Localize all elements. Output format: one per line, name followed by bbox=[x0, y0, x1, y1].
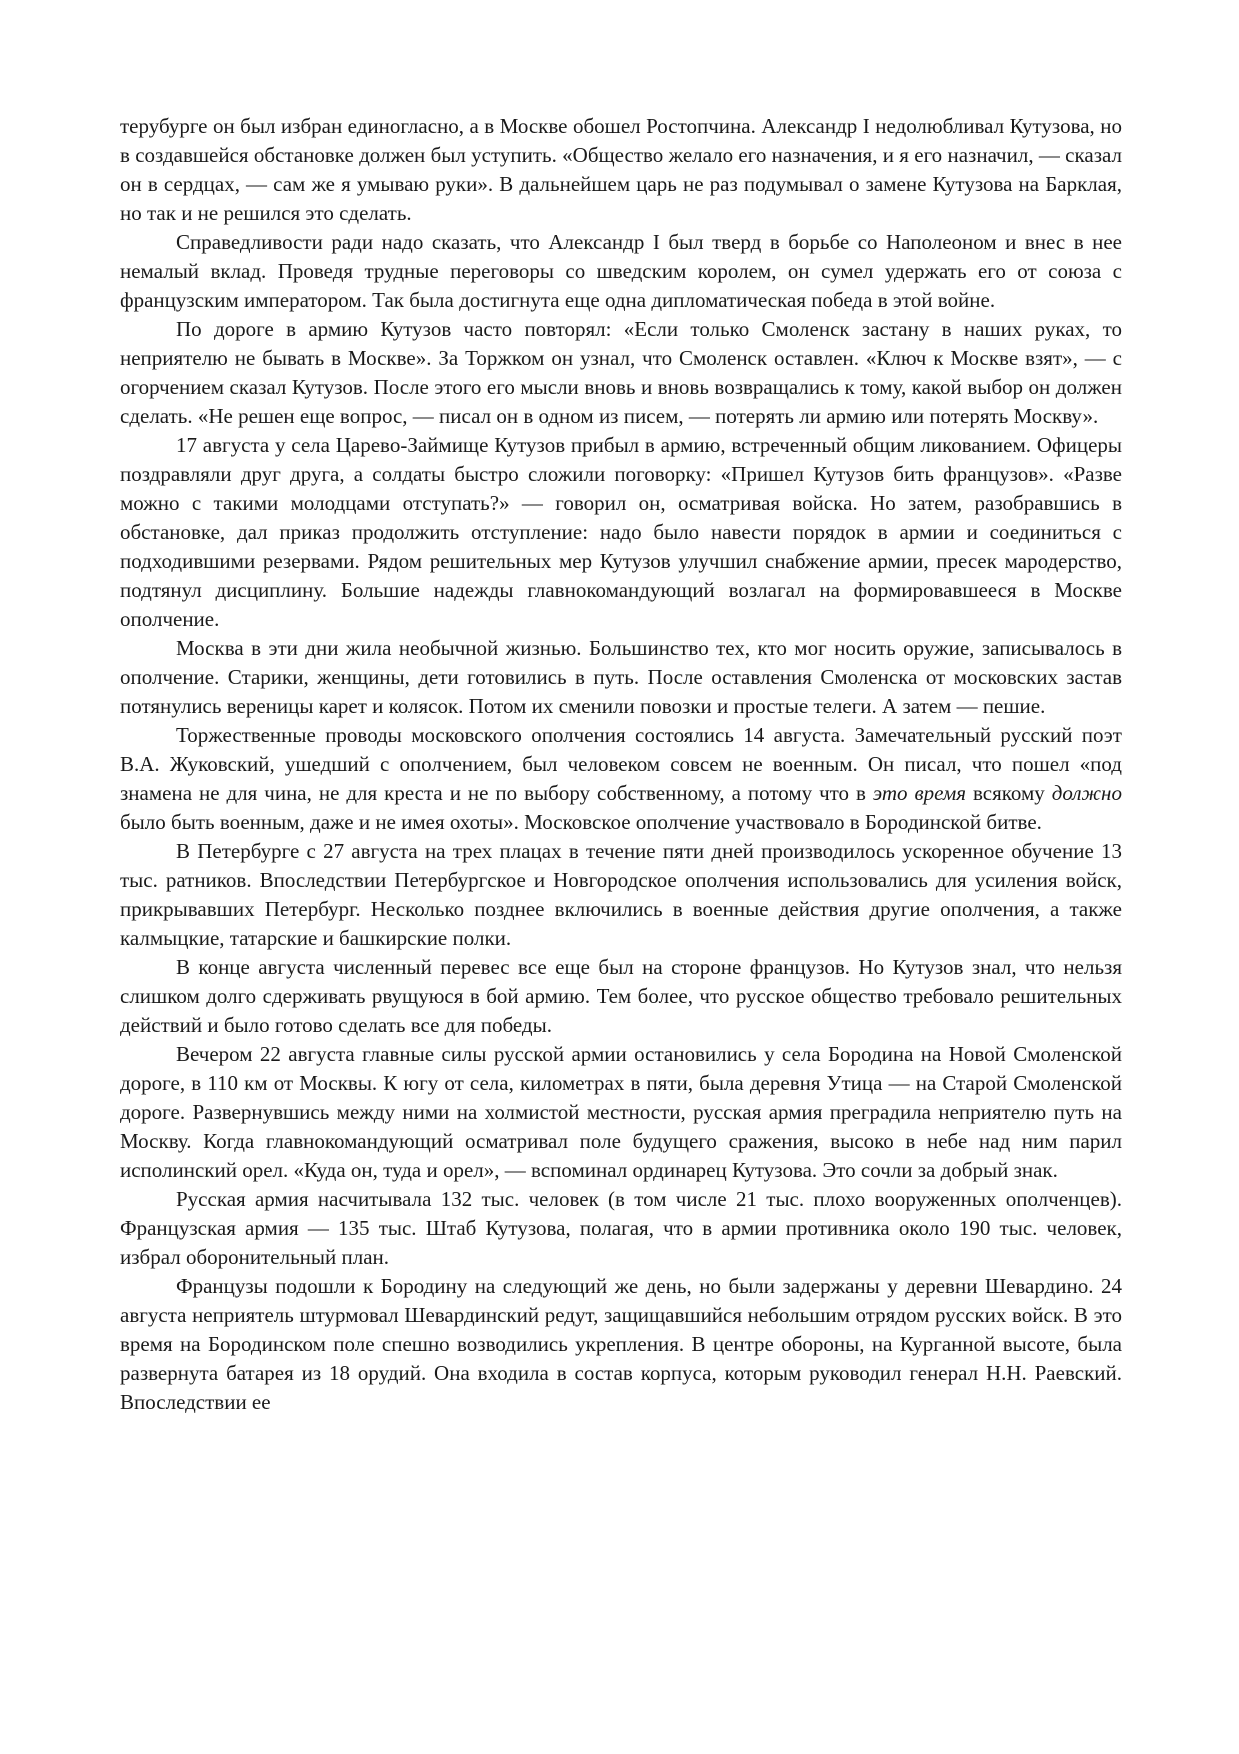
paragraph-text: всякому bbox=[966, 781, 1052, 805]
paragraph bbox=[120, 1272, 1122, 1417]
paragraph-text: 17 августа у села Царево-Займище Кутузов прибыл в армию, встреченный общим ликованием. Офицеры поздравляли друг друга, а солдаты быстро сложили поговорку: «Пришел Кутузов бить французов». «Разве можно с такими молодцами отступать?» — говорил он, осматривая войска. Но затем, разобравшись в обстановке, дал приказ продолжить отступление: надо было навести порядок в армии и соединиться с подходившими резервами. Рядом решительных мер Кутузов улучшил снабжение армии, пресек мародерство, подтянул дисциплину. Большие надежды главнокомандующий возлагал на формировавшееся в Москве ополчение. bbox=[120, 433, 1122, 631]
paragraph bbox=[120, 1040, 1122, 1185]
paragraph-text: В конце августа численный перевес все еще был на стороне французов. Но Кутузов знал, что нельзя слишком долго сдерживать рвущуюся в бой армию. Тем более, что русское общество требовало решительных действий и было готово сделать все для победы. bbox=[120, 955, 1122, 1037]
paragraph-text: В Петербурге с 27 августа на трех плацах в течение пяти дней производилось ускоренное обучение 13 тыс. ратников. Впоследствии Петербургское и Новгородское ополчения использовались для усиления войск, прикрывавших Петербург. Несколько позднее включились в военные действия другие ополчения, а также калмыцкие, татарские и башкирские полки. bbox=[120, 839, 1122, 950]
italic-text: это время bbox=[872, 781, 967, 805]
paragraph-text: терубурге он был избран единогласно, а в Москве обошел Ростопчина. Александр I недолюбливал Кутузова, но в создавшейся обстановке должен был уступить. «Общество желало его назначения, и я его назначил, — сказал он в сердцах, — сам же я умываю руки». В дальнейшем царь не раз подумывал о замене Кутузова на Барклая, но так и не решился это сделать. bbox=[120, 114, 1122, 225]
paragraph-text: Французы подошли к Бородину на следующий же день, но были задержаны у деревни Шевардино. 24 августа неприятель штурмовал Шевардинский редут, защищавшийся небольшим отрядом русских войск. В это время на Бородинском поле спешно возводились укрепления. В центре обороны, на Курганной высоте, была развернута батарея из 18 орудий. Она входила в состав корпуса, которым руководил генерал Н.Н. Раевский. Впоследствии ее bbox=[120, 1274, 1122, 1414]
paragraph-text: Русская армия насчитывала 132 тыс. человек (в том числе 21 тыс. плохо вооруженных ополченцев). Французская армия — 135 тыс. Штаб Кутузова, полагая, что в армии противника около 190 тыс. человек, избрал оборонительный план. bbox=[120, 1187, 1122, 1269]
paragraph bbox=[120, 228, 1122, 315]
paragraph-text: По дороге в армию Кутузов часто повторял: «Если только Смоленск застану в наших руках, то неприятелю не бывать в Москве». За Торжком он узнал, что Смоленск оставлен. «Ключ к Москве взят», — с огорчением сказал Кутузов. После этого его мысли вновь и вновь возвращались к тому, какой выбор он должен сделать. «Не решен еще вопрос, — писал он в одном из писем, — потерять ли армию или потерять Москву». bbox=[120, 317, 1122, 428]
paragraph bbox=[120, 431, 1122, 634]
paragraph bbox=[120, 634, 1122, 721]
paragraph-text: было быть военным, даже и не имея охоты». Московское ополчение участвовало в Бородинской битве. bbox=[120, 810, 1042, 834]
italic-text: должно bbox=[1051, 781, 1122, 805]
paragraph bbox=[120, 1185, 1122, 1272]
paragraph-text: Справедливости ради надо сказать, что Александр I был тверд в борьбе со Наполеоном и внес в нее немалый вклад. Проведя трудные переговоры со шведским королем, он сумел удержать его от союза с французским императором. Так была достигнута еще одна дипломатическая победа в этой войне. bbox=[120, 230, 1122, 312]
paragraph bbox=[120, 721, 1122, 837]
paragraph-text: Москва в эти дни жила необычной жизнью. Большинство тех, кто мог носить оружие, записывалось в ополчение. Старики, женщины, дети готовились в путь. После оставления Смоленска от московских застав потянулись вереницы карет и колясок. Потом их сменили повозки и простые телеги. А затем — пешие. bbox=[120, 636, 1122, 718]
paragraph-text: Вечером 22 августа главные силы русской армии остановились у села Бородина на Новой Смоленской дороге, в 110 км от Москвы. К югу от села, километрах в пяти, была деревня Утица — на Старой Смоленской дороге. Развернувшись между ними на холмистой местности, русская армия преградила неприятелю путь на Москву. Когда главнокомандующий осматривал поле будущего сражения, высоко в небе над ним парил исполинский орел. «Куда он, туда и орел», — вспоминал ординарец Кутузова. Это сочли за добрый знак. bbox=[120, 1042, 1122, 1182]
document-page bbox=[120, 112, 1122, 1417]
paragraph bbox=[120, 953, 1122, 1040]
paragraph-text: Торжественные проводы московского ополчения состоялись 14 августа. Замечательный русский поэт В.А. Жуковский, ушедший с ополчением, был человеком совсем не военным. Он писал, что пошел «под знамена не для чина, не для креста и не по выбору собственному, а потому что в bbox=[120, 723, 1122, 805]
paragraph bbox=[120, 837, 1122, 953]
paragraph bbox=[120, 112, 1122, 228]
paragraph bbox=[120, 315, 1122, 431]
